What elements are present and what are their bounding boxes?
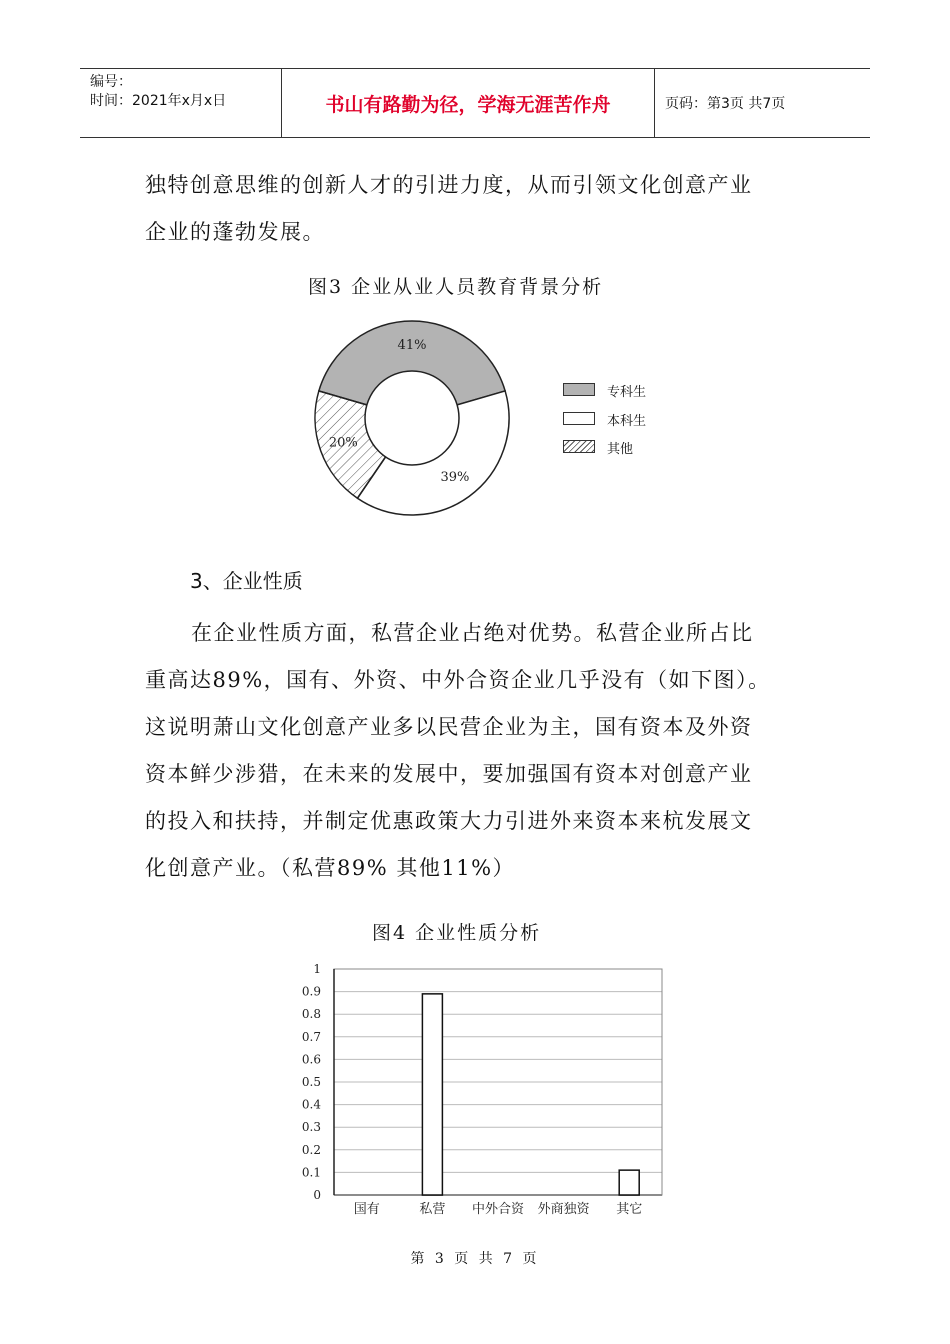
- legend-swatch: [563, 412, 595, 425]
- header-motto: 书山有路勤为径，学海无涯苦作舟: [282, 69, 655, 137]
- donut-data-label: 20%: [328, 435, 358, 451]
- section3-line: 重高达89%，国有、外资、中外合资企业几乎没有（如下图）。: [145, 668, 771, 692]
- page-footer: 第 3 页 共 7 页: [410, 1251, 540, 1267]
- section3-line: 资本鲜少涉猎，在未来的发展中，要加强国有资本对创意产业: [145, 762, 753, 786]
- number-label: 编号：: [90, 74, 132, 90]
- document-header: [80, 68, 870, 138]
- section3-paragraph: [145, 610, 825, 892]
- bar-bars: [422, 994, 639, 1195]
- legend-label: 专科生: [607, 385, 647, 400]
- bar: [422, 994, 442, 1195]
- y-tick-label: 0.2: [301, 1142, 321, 1157]
- intro-paragraph: [145, 162, 825, 256]
- intro-line: 独特创意思维的创新人才的引进力度，从而引领文化创意产业: [145, 173, 753, 197]
- y-tick-label: 0.6: [301, 1052, 321, 1067]
- bar-y-tick-labels: [302, 962, 321, 1202]
- donut-data-label: 39%: [440, 470, 470, 486]
- x-tick-label: 外商独资: [537, 1202, 590, 1217]
- time-label: 时间：2021年x月x日: [90, 93, 227, 109]
- x-tick-label: 其它: [616, 1202, 643, 1217]
- bar: [619, 1170, 639, 1195]
- y-tick-label: 0.3: [301, 1120, 321, 1135]
- donut-hole: [365, 371, 459, 465]
- y-tick-label: 0.9: [301, 984, 321, 999]
- section3-line: 这说明萧山文化创意产业多以民营企业为主，国有资本及外资: [145, 715, 753, 739]
- legend-label: 本科生: [607, 414, 647, 429]
- legend-swatch: [563, 440, 595, 453]
- y-tick-label: 0.5: [301, 1075, 321, 1089]
- figure3-donut-chart: [300, 320, 530, 530]
- figure4-bar-chart: [290, 955, 680, 1225]
- bar-x-tick-labels: [354, 1201, 642, 1217]
- section3-line: 的投入和扶持，并制定优惠政策大力引进外来资本来杭发展文: [145, 809, 753, 833]
- y-tick-label: 0.4: [301, 1097, 321, 1112]
- y-tick-label: 0: [313, 1188, 321, 1202]
- x-tick-label: 私营: [419, 1202, 446, 1217]
- y-tick-label: 1: [313, 962, 321, 976]
- section-heading: 3、企业性质: [190, 569, 303, 593]
- figure3-caption: 图3 企业从业人员教育背景分析: [308, 276, 604, 298]
- figure4-caption: 图4 企业性质分析: [372, 922, 542, 944]
- header-page-info: 页码：第3页 共7页: [665, 96, 786, 112]
- header-meta: [80, 69, 282, 137]
- y-tick-label: 0.8: [301, 1007, 321, 1022]
- section3-line: 化创意产业。（私营89% 其他11%）: [145, 856, 516, 880]
- legend-label: 其他: [607, 442, 634, 457]
- x-tick-label: 中外合资: [471, 1202, 525, 1217]
- intro-line: 企业的蓬勃发展。: [145, 220, 325, 244]
- section3-line: 在企业性质方面，私营企业占绝对优势。私营企业所占比: [191, 621, 754, 645]
- y-tick-label: 0.1: [301, 1165, 321, 1180]
- donut-data-label: 41%: [397, 338, 427, 353]
- bar-grid: [334, 969, 662, 1195]
- x-tick-label: 国有: [353, 1202, 380, 1217]
- y-tick-label: 0.7: [301, 1029, 321, 1044]
- legend-swatch: [563, 383, 595, 396]
